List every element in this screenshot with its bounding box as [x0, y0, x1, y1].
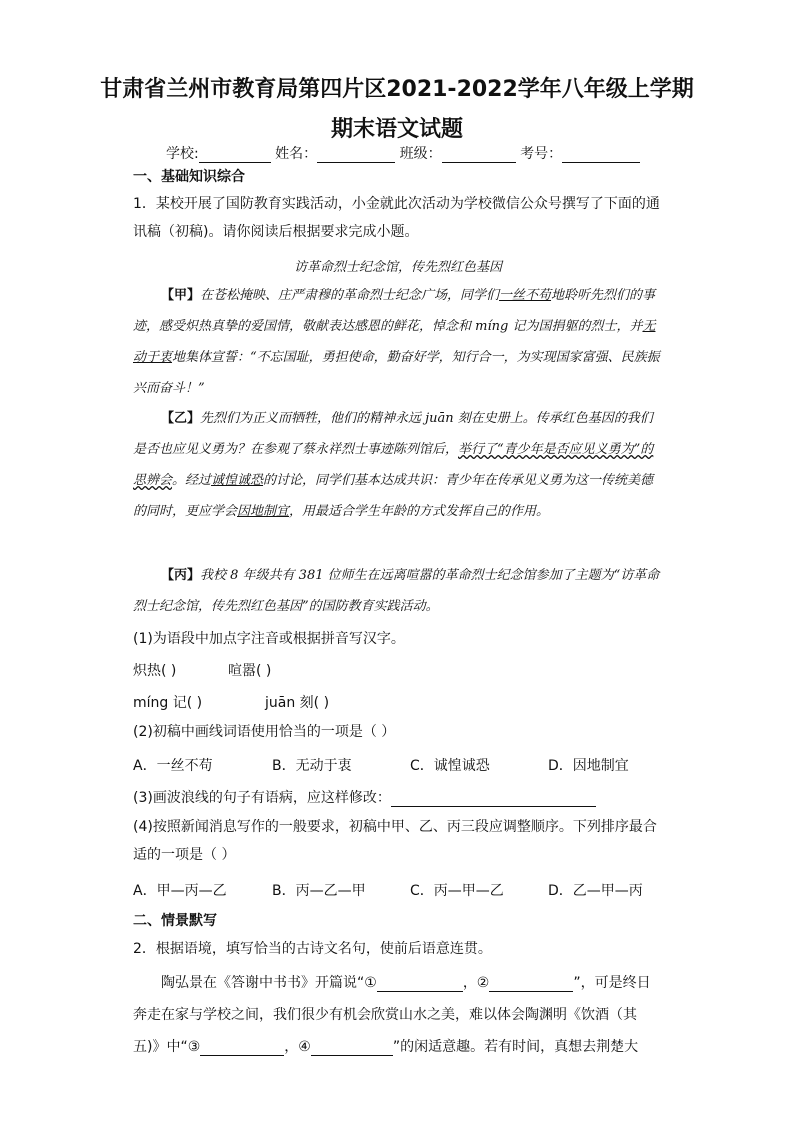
name-field[interactable] [317, 148, 395, 163]
q2-text-3b: ，④ [284, 1039, 311, 1055]
hanzi-blank-d[interactable]: juān 刻( ) [265, 695, 330, 711]
wavy-sentence: 举行了“青少年是否应见义勇为”的思辨会 [133, 442, 654, 488]
para-jia-text1: 在苍松掩映、庄严肃穆的革命烈士纪念广场，同学们 [200, 288, 500, 303]
hanzi-blank-c[interactable]: míng 记( ) [133, 695, 203, 711]
para-yi-text1: 先烈们为正义而牺牲，他们的精神永远 juān 刻在史册上。传承红色基因的我们是否也应见义勇为？在参观了蔡永祥烈士事迹陈列馆后， [133, 411, 653, 457]
sub2-option-c[interactable]: C．诚惶诚恐 [410, 758, 490, 774]
q2-para-line2: 奔走在家与学校之间，我们很少有机会欣赏山水之美，难以体会陶渊明《饮酒（其 [133, 1007, 637, 1023]
q2-intro: 2．根据语境，填写恰当的古诗文名句，使前后语意连贯。 [133, 941, 492, 957]
para-jia-text2: 地聆听先烈们的事迹，感受炽热真挚的爱国情，敬献表达感恩的鲜花，悼念和 míng 记为国捐躯的烈士，并 [133, 288, 656, 334]
section1-heading: 一、基础知识综合 [133, 169, 245, 185]
underlined-word-4: 因地制宜 [237, 504, 290, 519]
page-title-line2: 期末语文试题 [330, 117, 463, 142]
para-bing [133, 560, 663, 622]
para-bing-tag: 【丙】 [161, 568, 201, 583]
para-jia [133, 280, 663, 404]
para-yi-text3: 的讨论，同学们基本达成共识：青少年在传承见义勇为这一传统美德的同时，更应学会 [133, 473, 654, 519]
q2-text-1b: ，② [462, 975, 490, 991]
exam-no-field[interactable] [562, 148, 640, 163]
sub-question-4-line1: (4)按照新闻消息写作的一般要求，初稿中甲、乙、丙三段应调整顺序。下列排序最合 [133, 819, 657, 835]
blank-3[interactable] [200, 1041, 284, 1056]
class-label: 班级： [399, 146, 442, 162]
article-title: 访革命烈士纪念馆，传先烈红色基因 [293, 260, 502, 275]
q2-text-1c: ”，可是终日 [573, 975, 651, 991]
sub-question-1: (1)为语段中加点字注音或根据拼音写汉字。 [133, 631, 405, 647]
underlined-word-2: 无动于衷 [133, 319, 656, 365]
sub2-option-a[interactable]: A．一丝不苟 [133, 758, 213, 774]
sub3-answer-field[interactable] [391, 792, 596, 807]
sub-question-4-line2: 适的一项是（ ） [133, 847, 236, 863]
sub-question-4 [133, 813, 663, 869]
sub4-option-a[interactable]: A．甲—丙—乙 [133, 883, 227, 899]
sub4-option-d[interactable]: D．乙—甲—丙 [548, 883, 643, 899]
sub-question-2: (2)初稿中画线词语使用恰当的一项是（ ） [133, 724, 396, 740]
school-label: 学校: [166, 146, 199, 162]
pinyin-blank-b[interactable]: 喧嚣( ) [228, 663, 272, 679]
q1-intro-line1: 1．某校开展了国防教育实践活动，小金就此次活动为学校微信公众号撰写了下面的通 [133, 196, 660, 212]
name-label: 姓名： [275, 146, 318, 162]
section2-heading: 二、情景默写 [133, 913, 217, 929]
page-title-line1: 甘肃省兰州市教育局第四片区2021-2022学年八年级上学期 [100, 77, 694, 102]
q1-intro [133, 190, 663, 246]
q2-text-1a: 陶弘景在《答谢中书书》开篇说“① [161, 975, 377, 991]
q1-intro-line2: 讯稿（初稿)。请你阅读后根据要求完成小题。 [133, 224, 419, 240]
sub4-option-c[interactable]: C．丙—甲—乙 [410, 883, 504, 899]
para-jia-tag: 【甲】 [161, 288, 201, 303]
student-info-row [166, 143, 640, 163]
underlined-word-1: 一丝不苟 [499, 288, 552, 303]
sub-question-3 [133, 787, 596, 807]
q2-para-line3 [133, 1036, 638, 1056]
blank-4[interactable] [311, 1041, 393, 1056]
sub2-option-b[interactable]: B．无动于衷 [272, 758, 352, 774]
para-bing-text1: 我校 8 年级共有 381 位师生在远离喧嚣的革命烈士纪念馆参加了主题为“访革命烈士纪念馆，传先烈红色基因”的国防教育实践活动。 [133, 568, 660, 614]
class-field[interactable] [442, 148, 516, 163]
q2-text-3c: ”的闲适意趣。若有时间，真想去荆楚大 [392, 1039, 639, 1055]
para-yi-tag: 【乙】 [161, 411, 201, 426]
para-jia-text3: 地集体宣誓：“不忘国耻，勇担使命，勤奋好学，知行合一，为实现国家富强、民族振兴而奋斗！” [133, 350, 660, 396]
q2-text-3a: 五)》中“③ [133, 1039, 201, 1055]
blank-1[interactable] [377, 977, 463, 992]
blank-2[interactable] [489, 977, 573, 992]
school-field[interactable] [199, 148, 271, 163]
para-yi-text4: ，用最适合学生年龄的方式发挥自己的作用。 [289, 504, 550, 519]
sub-question-3-text: (3)画波浪线的句子有语病，应这样修改： [133, 790, 391, 806]
q2-para-line1 [161, 972, 651, 992]
para-yi-text2: 。经过 [172, 473, 212, 488]
sub4-option-b[interactable]: B．丙—乙—甲 [272, 883, 366, 899]
sub2-option-d[interactable]: D．因地制宜 [548, 758, 629, 774]
underlined-word-3: 诚惶诚恐 [211, 473, 264, 488]
para-yi [133, 403, 663, 527]
exam-no-label: 考号： [520, 146, 563, 162]
pinyin-blank-a[interactable]: 炽热( ) [133, 663, 177, 679]
